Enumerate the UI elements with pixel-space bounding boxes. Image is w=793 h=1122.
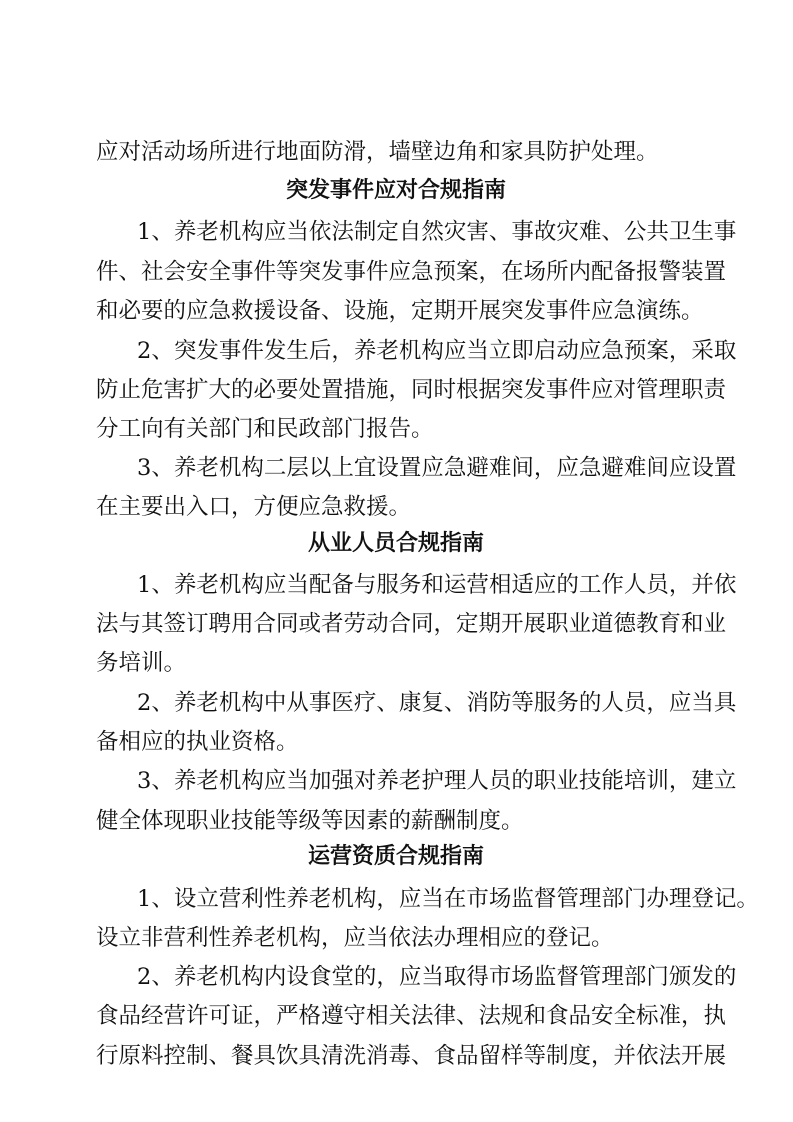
paragraph-line: 防止危害扩大的必要处置措施，同时根据突发事件应对管理职责	[96, 377, 727, 403]
paragraph-line: 食品经营许可证，严格遵守相关法律、法规和食品安全标准，执	[96, 1003, 727, 1029]
paragraph-line: 和必要的应急救援设备、设施，定期开展突发事件应急演练。	[96, 298, 704, 324]
paragraph-line: 法与其签订聘用合同或者劳动合同，定期开展职业道德教育和业	[96, 611, 727, 637]
section-title-qualification: 运营资质合规指南	[307, 844, 484, 869]
paragraph-line: 2、养老机构内设食堂的，应当取得市场监督管理部门颁发的	[137, 964, 737, 990]
paragraph-line: 设立非营利性养老机构，应当依法办理相应的登记。	[96, 925, 614, 951]
carryover-line: 应对活动场所进行地面防滑，墙壁边角和家具防护处理。	[96, 139, 659, 165]
paragraph-line: 1、设立营利性养老机构，应当在市场监督管理部门办理登记。	[137, 886, 759, 912]
paragraph-line: 在主要出入口，方便应急救援。	[96, 494, 412, 520]
paragraph-line: 务培训。	[96, 650, 187, 676]
paragraph-line: 健全体现职业技能等级等因素的薪酬制度。	[96, 808, 524, 834]
paragraph-line: 1、养老机构应当依法制定自然灾害、事故灾难、公共卫生事	[137, 219, 737, 245]
paragraph-line: 备相应的执业资格。	[96, 729, 299, 755]
paragraph-line: 3、养老机构二层以上宜设置应急避难间，应急避难间应设置	[137, 455, 737, 481]
section-title-emergency: 突发事件应对合规指南	[285, 178, 506, 203]
paragraph-line: 2、养老机构中从事医疗、康复、消防等服务的人员，应当具	[137, 690, 737, 716]
paragraph-line: 1、养老机构应当配备与服务和运营相适应的工作人员，并依	[137, 572, 737, 598]
paragraph-line: 行原料控制、餐具饮具清洗消毒、食品留样等制度，并依法开展	[96, 1043, 727, 1069]
section-title-staff: 从业人员合规指南	[307, 531, 484, 556]
paragraph-line: 3、养老机构应当加强对养老护理人员的职业技能培训，建立	[137, 768, 737, 794]
paragraph-line: 2、突发事件发生后，养老机构应当立即启动应急预案，采取	[137, 338, 737, 364]
paragraph-line: 件、社会安全事件等突发事件应急预案，在场所内配备报警装置	[96, 259, 727, 285]
paragraph-line: 分工向有关部门和民政部门报告。	[96, 416, 434, 442]
